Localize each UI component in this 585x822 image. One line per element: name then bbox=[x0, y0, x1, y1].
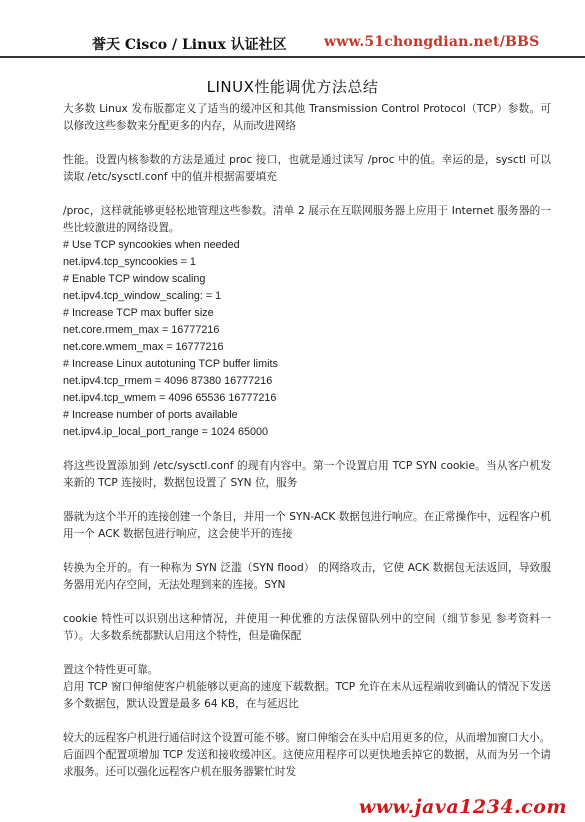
paragraph: 启用 TCP 窗口伸缩使客户机能够以更高的速度下载数据。TCP 允许在未从远程端收到确认的情况下发送多个数据包，默认设置是最多 64 KB，在与延迟比 bbox=[63, 681, 551, 710]
code-line: # Use TCP syncookies when needed bbox=[63, 239, 240, 251]
document-body bbox=[63, 101, 551, 781]
document-title: LINUX性能调优方法总结 bbox=[206, 78, 379, 96]
header-url: www.51chongdian.net/BBS bbox=[324, 34, 540, 50]
paragraph: 较大的远程客户机进行通信时这个设置可能不够。窗口伸缩会在头中启用更多的位，从而增加窗口大小。 bbox=[63, 732, 551, 744]
code-line: net.ipv4.tcp_window_scaling: = 1 bbox=[63, 290, 222, 302]
code-line: # Increase number of ports available bbox=[63, 409, 238, 421]
code-line: # Increase TCP max buffer size bbox=[63, 307, 214, 319]
code-line: net.ipv4.tcp_wmem = 4096 65536 16777216 bbox=[63, 392, 277, 404]
code-line: net.ipv4.ip_local_port_range = 1024 65000 bbox=[63, 426, 269, 438]
watermark: www.java1234.com bbox=[358, 796, 567, 818]
paragraph: 大多数 Linux 发布版都定义了适当的缓冲区和其他 Transmission Control Protocol（TCP）参数。可以修改这些参数来分配更多的内存，从而改进网络 bbox=[63, 103, 551, 132]
paragraph: 置这个特性更可靠。 bbox=[63, 664, 159, 676]
code-line: # Enable TCP window scaling bbox=[63, 273, 206, 285]
paragraph: 后面四个配置项增加 TCP 发送和接收缓冲区。这使应用程序可以更快地丢掉它的数据，从而为另一个请求服务。还可以强化远程客户机在服务器繁忙时发 bbox=[63, 749, 551, 778]
code-line: # Increase Linux autotuning TCP buffer limits bbox=[63, 358, 278, 370]
paragraph: 将这些设置添加到 /etc/sysctl.conf 的现有内容中。第一个设置启用 TCP SYN cookie。当从客户机发来新的 TCP 连接时，数据包设置了 SYN 位，服务 bbox=[63, 460, 551, 489]
code-line: net.ipv4.tcp_syncookies = 1 bbox=[63, 256, 196, 268]
code-line: net.ipv4.tcp_rmem = 4096 87380 16777216 bbox=[63, 375, 273, 387]
paragraph: 性能。设置内核参数的方法是通过 proc 接口，也就是通过读写 /proc 中的值。幸运的是，sysctl 可以读取 /etc/sysctl.conf 中的值并根据需要填充 bbox=[63, 154, 551, 183]
paragraph: /proc，这样就能够更轻松地管理这些参数。清单 2 展示在互联网服务器上应用于 Internet 服务器的一些比较激进的网络设置。 bbox=[63, 205, 551, 234]
code-line: net.core.wmem_max = 16777216 bbox=[63, 341, 224, 353]
paragraph: 转换为全开的。有一种称为 SYN 泛滥（SYN flood） 的网络攻击，它使 ACK 数据包无法返回，导致服务器用光内存空间，无法处理到来的连接。SYN bbox=[63, 562, 551, 591]
code-listing bbox=[63, 237, 551, 441]
code-line: net.core.rmem_max = 16777216 bbox=[63, 324, 220, 336]
page-header bbox=[0, 34, 585, 58]
paragraph: cookie 特性可以识别出这种情况，并使用一种优雅的方法保留队列中的空间（细节参见 参考资料一节）。大多数系统都默认启用这个特性，但是确保配 bbox=[63, 613, 551, 642]
paragraph: 器就为这个半开的连接创建一个条目，并用一个 SYN-ACK 数据包进行响应。在正常操作中，远程客户机用一个 ACK 数据包进行响应，这会使半开的连接 bbox=[63, 511, 551, 540]
header-brand: 誉天 Cisco / Linux 认证社区 bbox=[92, 37, 287, 53]
